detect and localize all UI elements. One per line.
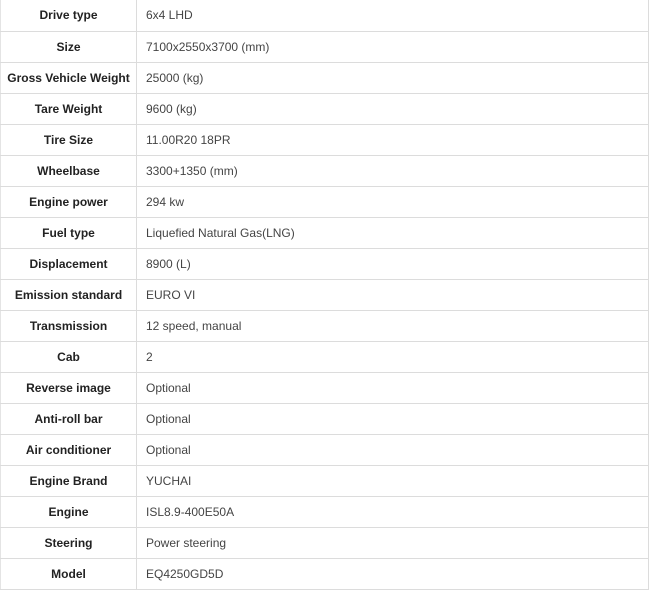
spec-label: Tire Size xyxy=(1,124,137,155)
spec-label: Transmission xyxy=(1,310,137,341)
spec-row-tare-weight xyxy=(1,93,649,124)
spec-row-cab xyxy=(1,341,649,372)
spec-value: 12 speed, manual xyxy=(137,310,649,341)
spec-label: Reverse image xyxy=(1,372,137,403)
spec-label: Wheelbase xyxy=(1,155,137,186)
spec-row-air-conditioner xyxy=(1,434,649,465)
spec-value: YUCHAI xyxy=(137,465,649,496)
spec-label: Emission standard xyxy=(1,279,137,310)
spec-value: 2 xyxy=(137,341,649,372)
spec-value: Power steering xyxy=(137,527,649,558)
spec-label: Displacement xyxy=(1,248,137,279)
spec-row-engine-power xyxy=(1,186,649,217)
spec-value: EQ4250GD5D xyxy=(137,558,649,589)
spec-value: 7100x2550x3700 (mm) xyxy=(137,31,649,62)
spec-label: Cab xyxy=(1,341,137,372)
spec-label: Engine xyxy=(1,496,137,527)
spec-row-steering xyxy=(1,527,649,558)
spec-label: Tare Weight xyxy=(1,93,137,124)
spec-value: EURO VI xyxy=(137,279,649,310)
spec-row-drive-type xyxy=(1,0,649,31)
spec-value: 8900 (L) xyxy=(137,248,649,279)
spec-label: Engine power xyxy=(1,186,137,217)
spec-row-transmission xyxy=(1,310,649,341)
spec-row-size xyxy=(1,31,649,62)
spec-row-anti-roll-bar xyxy=(1,403,649,434)
spec-row-engine-brand xyxy=(1,465,649,496)
spec-row-reverse-image xyxy=(1,372,649,403)
spec-label: Gross Vehicle Weight xyxy=(1,62,137,93)
spec-row-gross-vehicle-weight xyxy=(1,62,649,93)
spec-label: Size xyxy=(1,31,137,62)
spec-value: Liquefied Natural Gas(LNG) xyxy=(137,217,649,248)
spec-label: Engine Brand xyxy=(1,465,137,496)
spec-value: 9600 (kg) xyxy=(137,93,649,124)
spec-value: 3300+1350 (mm) xyxy=(137,155,649,186)
spec-value: Optional xyxy=(137,403,649,434)
spec-label: Drive type xyxy=(1,0,137,31)
spec-row-wheelbase xyxy=(1,155,649,186)
spec-value: 294 kw xyxy=(137,186,649,217)
spec-label: Anti-roll bar xyxy=(1,403,137,434)
spec-row-model xyxy=(1,558,649,589)
spec-value: 6x4 LHD xyxy=(137,0,649,31)
spec-label: Fuel type xyxy=(1,217,137,248)
spec-value: ISL8.9-400E50A xyxy=(137,496,649,527)
spec-value: Optional xyxy=(137,434,649,465)
spec-row-fuel-type xyxy=(1,217,649,248)
spec-row-displacement xyxy=(1,248,649,279)
spec-value: Optional xyxy=(137,372,649,403)
spec-label: Air conditioner xyxy=(1,434,137,465)
spec-label: Steering xyxy=(1,527,137,558)
spec-label: Model xyxy=(1,558,137,589)
spec-row-emission-standard xyxy=(1,279,649,310)
spec-row-tire-size xyxy=(1,124,649,155)
spec-row-engine xyxy=(1,496,649,527)
spec-value: 25000 (kg) xyxy=(137,62,649,93)
spec-value: 11.00R20 18PR xyxy=(137,124,649,155)
